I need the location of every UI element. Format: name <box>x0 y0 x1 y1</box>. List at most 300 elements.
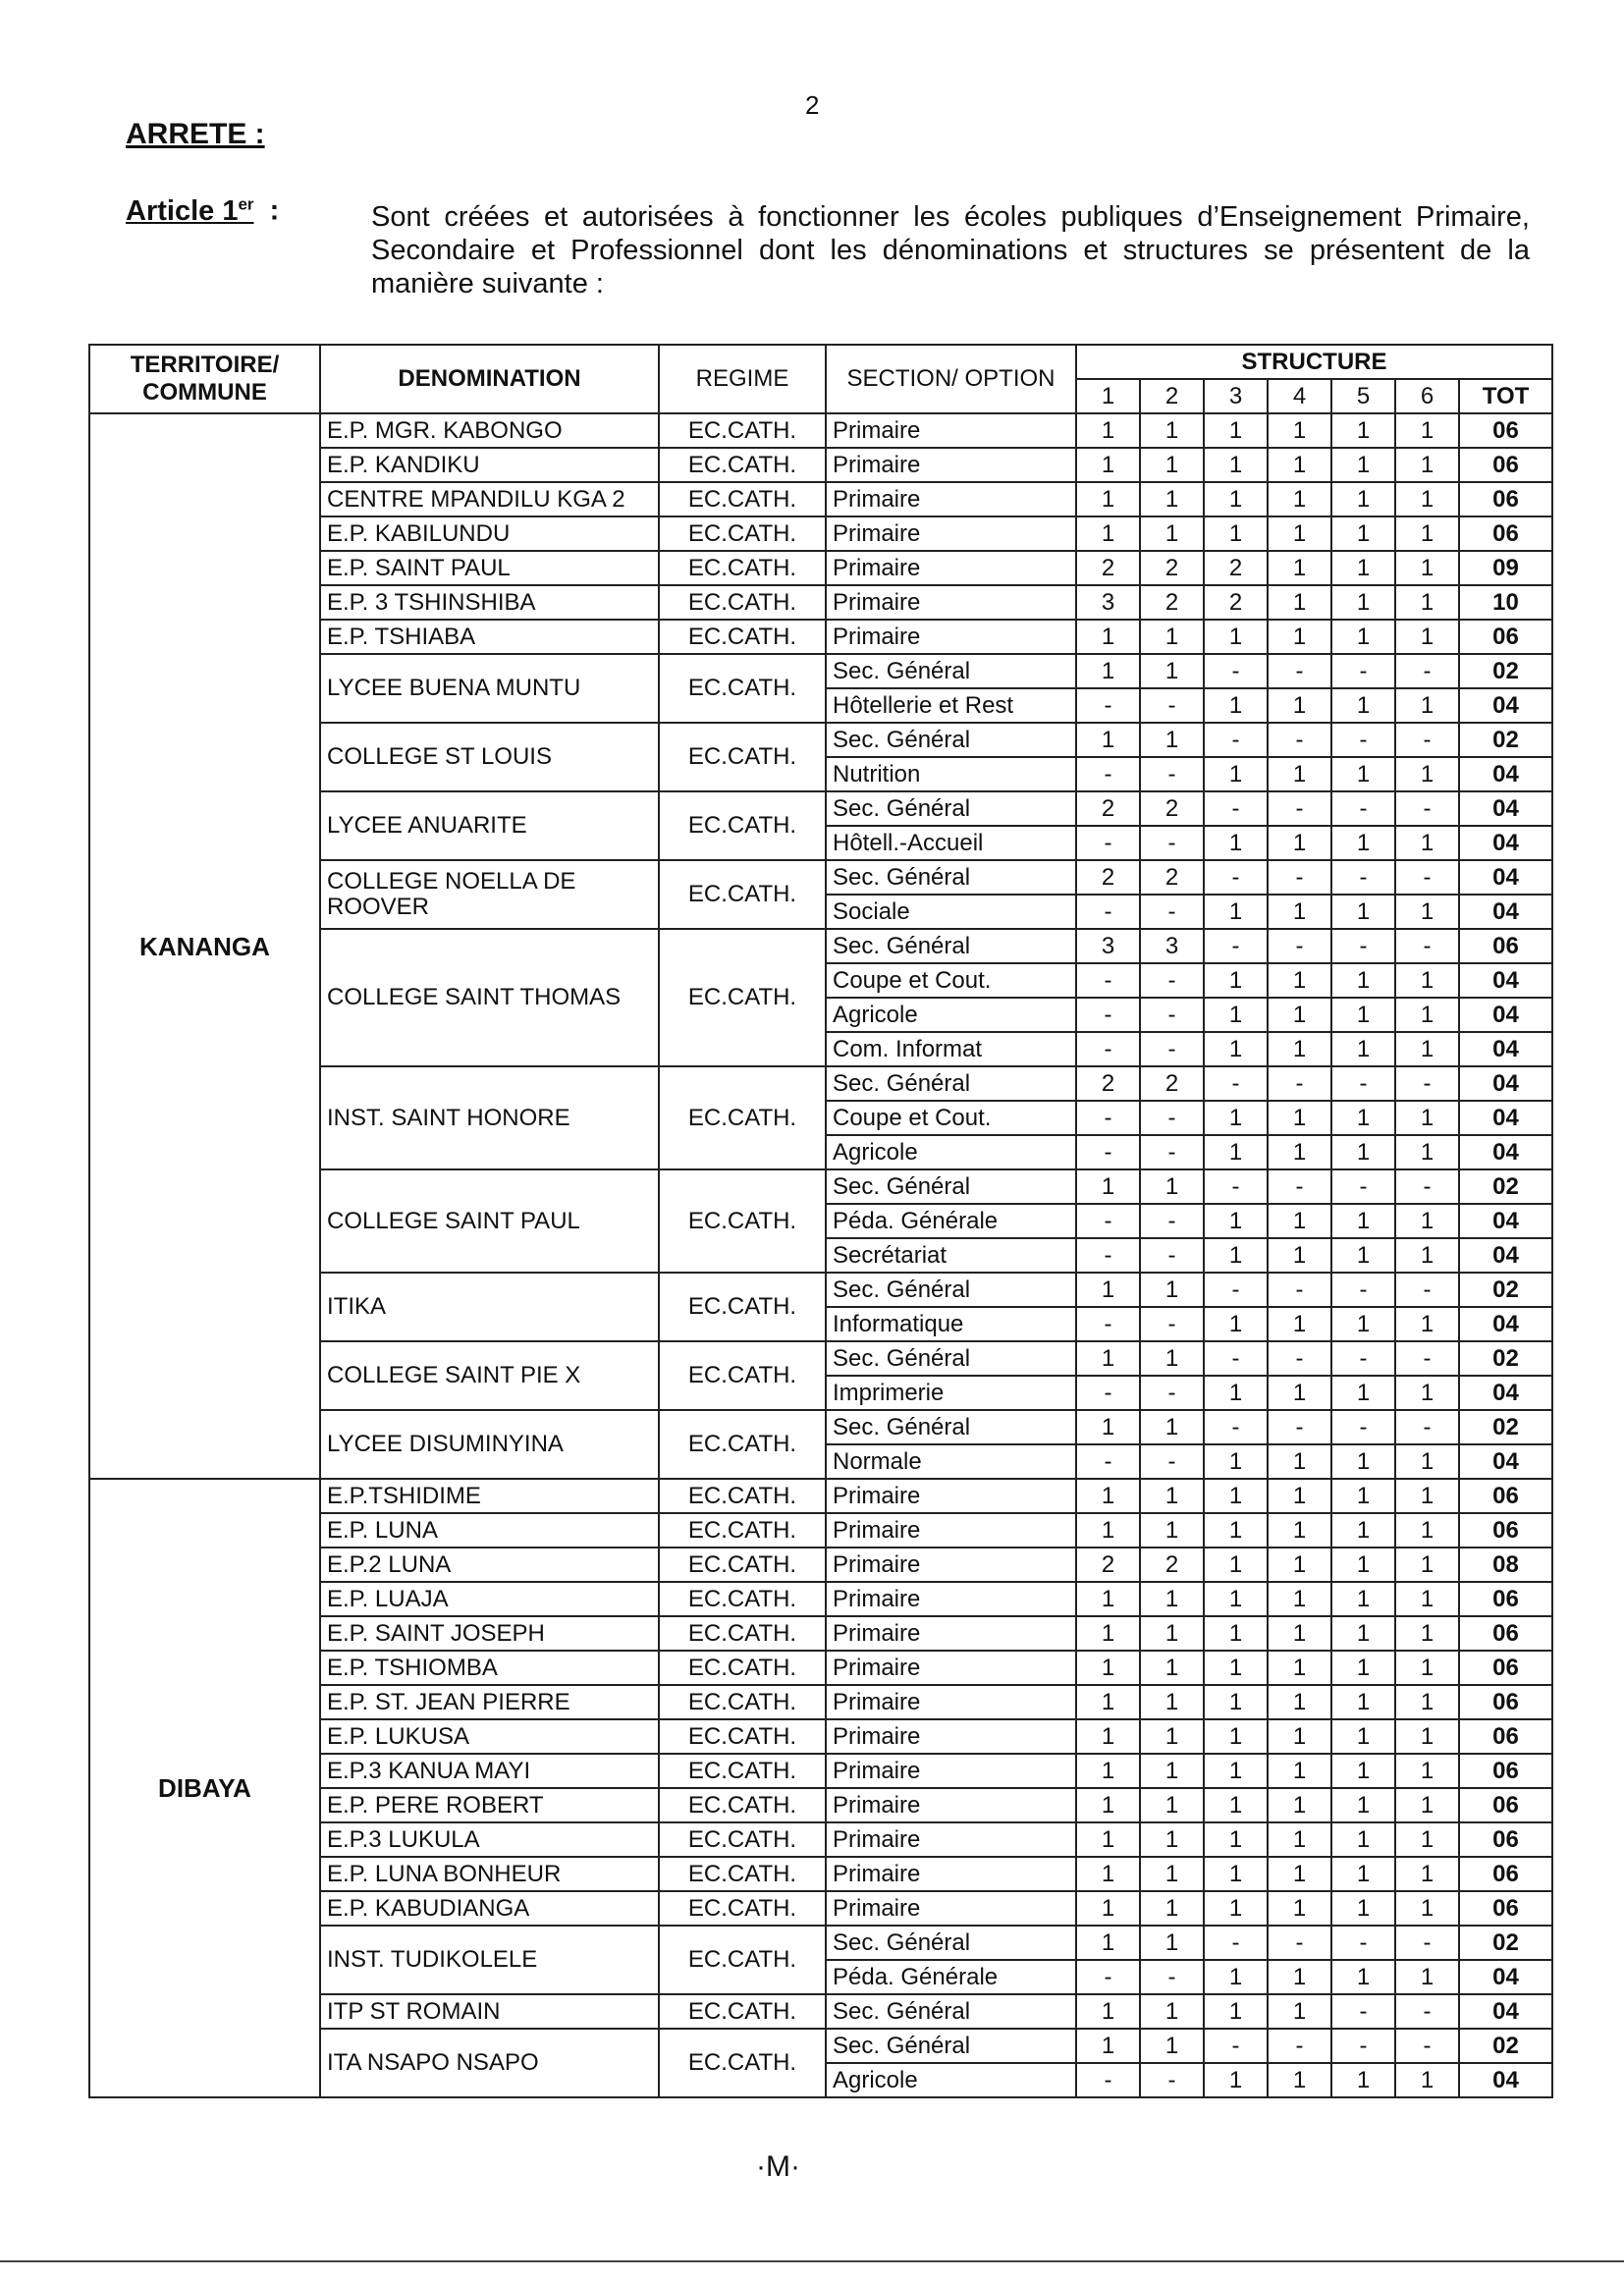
structure-value: 1 <box>1331 1582 1395 1616</box>
structure-value: 1 <box>1331 2063 1395 2097</box>
structure-value: - <box>1140 1444 1204 1479</box>
school-name: E.P. TSHIABA <box>320 620 659 654</box>
structure-value: 1 <box>1140 1479 1204 1513</box>
structure-value: 1 <box>1395 1307 1459 1341</box>
structure-value: 1 <box>1331 1376 1395 1410</box>
structure-value: 1 <box>1395 1444 1459 1479</box>
structure-total: 06 <box>1459 620 1552 654</box>
structure-value: - <box>1395 723 1459 757</box>
structure-value: 1 <box>1140 1651 1204 1685</box>
section-option: Primaire <box>826 620 1076 654</box>
structure-value: 1 <box>1331 1754 1395 1788</box>
structure-value: 1 <box>1331 688 1395 723</box>
structure-value: 1 <box>1140 1169 1204 1204</box>
structure-value: 2 <box>1076 791 1140 826</box>
structure-value: - <box>1204 2029 1268 2063</box>
structure-total: 06 <box>1459 413 1552 448</box>
structure-total: 04 <box>1459 1032 1552 1066</box>
structure-total: 02 <box>1459 723 1552 757</box>
school-regime: EC.CATH. <box>659 1994 826 2029</box>
structure-value: 1 <box>1268 620 1331 654</box>
structure-total: 06 <box>1459 1582 1552 1616</box>
structure-value: 1 <box>1331 482 1395 516</box>
header-col-1: 1 <box>1076 379 1140 413</box>
school-regime: EC.CATH. <box>659 1548 826 1582</box>
structure-value: 1 <box>1331 1444 1395 1479</box>
structure-value: - <box>1395 1066 1459 1101</box>
structure-value: 1 <box>1395 1960 1459 1994</box>
structure-total: 06 <box>1459 1891 1552 1926</box>
structure-value: 1 <box>1204 1479 1268 1513</box>
structure-total: 04 <box>1459 1444 1552 1479</box>
section-option: Com. Informat <box>826 1032 1076 1066</box>
arrete-heading: ARRETE : <box>126 118 265 150</box>
structure-value: - <box>1331 1066 1395 1101</box>
school-name: INST. SAINT HONORE <box>320 1066 659 1169</box>
structure-value: 1 <box>1076 1582 1140 1616</box>
school-regime: EC.CATH. <box>659 1857 826 1891</box>
structure-value: 1 <box>1395 1135 1459 1169</box>
section-option: Imprimerie <box>826 1376 1076 1410</box>
structure-value: 1 <box>1204 1754 1268 1788</box>
section-option: Coupe et Cout. <box>826 1101 1076 1135</box>
structure-value: - <box>1268 1410 1331 1444</box>
structure-value: - <box>1076 1307 1140 1341</box>
structure-value: - <box>1140 826 1204 860</box>
structure-value: - <box>1268 860 1331 895</box>
school-name: E.P. KABUDIANGA <box>320 1891 659 1926</box>
table-row <box>89 413 1552 448</box>
school-regime: EC.CATH. <box>659 1341 826 1410</box>
structure-value: 1 <box>1140 654 1204 688</box>
structure-value: 1 <box>1140 448 1204 482</box>
structure-value: 1 <box>1268 1822 1331 1857</box>
structure-value: - <box>1331 860 1395 895</box>
structure-value: 2 <box>1204 585 1268 620</box>
section-option: Sec. Général <box>826 1341 1076 1376</box>
structure-value: 1 <box>1268 516 1331 551</box>
structure-value: - <box>1268 1341 1331 1376</box>
structure-value: 1 <box>1331 1651 1395 1685</box>
structure-value: - <box>1268 1066 1331 1101</box>
structure-value: - <box>1140 1307 1204 1341</box>
school-name: COLLEGE SAINT PAUL <box>320 1169 659 1273</box>
school-regime: EC.CATH. <box>659 1169 826 1273</box>
structure-value: - <box>1331 1994 1395 2029</box>
school-name: E.P. KANDIKU <box>320 448 659 482</box>
structure-value: 1 <box>1268 1651 1331 1685</box>
structure-value: 1 <box>1204 2063 1268 2097</box>
school-regime: EC.CATH. <box>659 654 826 723</box>
section-option: Primaire <box>826 1685 1076 1719</box>
section-option: Primaire <box>826 1651 1076 1685</box>
section-option: Primaire <box>826 551 1076 585</box>
school-regime: EC.CATH. <box>659 1479 826 1513</box>
structure-value: 1 <box>1204 1616 1268 1651</box>
school-regime: EC.CATH. <box>659 482 826 516</box>
structure-value: - <box>1140 1135 1204 1169</box>
structure-value: 1 <box>1204 1822 1268 1857</box>
school-regime: EC.CATH. <box>659 551 826 585</box>
structure-value: 1 <box>1076 1273 1140 1307</box>
structure-value: - <box>1395 1994 1459 2029</box>
structure-value: - <box>1395 2029 1459 2063</box>
school-regime: EC.CATH. <box>659 860 826 929</box>
structure-value: 1 <box>1395 1479 1459 1513</box>
structure-value: - <box>1204 929 1268 963</box>
section-option: Primaire <box>826 1857 1076 1891</box>
structure-value: 1 <box>1076 1685 1140 1719</box>
structure-value: 1 <box>1395 1651 1459 1685</box>
structure-total: 06 <box>1459 516 1552 551</box>
school-regime: EC.CATH. <box>659 1926 826 1994</box>
structure-value: 1 <box>1140 723 1204 757</box>
structure-value: 1 <box>1204 1307 1268 1341</box>
structure-total: 04 <box>1459 895 1552 929</box>
section-option: Péda. Générale <box>826 1960 1076 1994</box>
structure-value: - <box>1076 1444 1140 1479</box>
school-name: COLLEGE NOELLA DE ROOVER <box>320 860 659 929</box>
structure-value: - <box>1076 2063 1140 2097</box>
school-name: E.P. ST. JEAN PIERRE <box>320 1685 659 1719</box>
table-row <box>89 1479 1552 1513</box>
structure-value: - <box>1395 929 1459 963</box>
structure-value: 1 <box>1204 1376 1268 1410</box>
structure-value: 1 <box>1268 1238 1331 1273</box>
structure-value: 1 <box>1395 1032 1459 1066</box>
school-name: COLLEGE ST LOUIS <box>320 723 659 791</box>
structure-value: 1 <box>1140 1788 1204 1822</box>
structure-total: 06 <box>1459 1685 1552 1719</box>
structure-value: 1 <box>1204 448 1268 482</box>
school-regime: EC.CATH. <box>659 1273 826 1341</box>
structure-value: 1 <box>1395 620 1459 654</box>
structure-value: - <box>1395 1273 1459 1307</box>
structure-value: 1 <box>1331 1479 1395 1513</box>
structure-value: 1 <box>1204 895 1268 929</box>
structure-total: 04 <box>1459 1135 1552 1169</box>
structure-value: 1 <box>1331 448 1395 482</box>
structure-value: - <box>1395 1341 1459 1376</box>
structure-value: 1 <box>1268 895 1331 929</box>
section-option: Agricole <box>826 1135 1076 1169</box>
structure-value: - <box>1140 1376 1204 1410</box>
structure-value: 1 <box>1204 1238 1268 1273</box>
structure-value: 1 <box>1076 620 1140 654</box>
structure-value: - <box>1268 654 1331 688</box>
structure-total: 10 <box>1459 585 1552 620</box>
structure-value: - <box>1395 1410 1459 1444</box>
structure-value: - <box>1076 688 1140 723</box>
structure-value: 1 <box>1268 551 1331 585</box>
structure-value: 1 <box>1204 1204 1268 1238</box>
structure-value: 1 <box>1140 1616 1204 1651</box>
structure-value: 1 <box>1331 826 1395 860</box>
structure-value: 1 <box>1076 1513 1140 1548</box>
section-option: Primaire <box>826 585 1076 620</box>
section-option: Primaire <box>826 1479 1076 1513</box>
structure-total: 04 <box>1459 1204 1552 1238</box>
structure-value: 1 <box>1204 1101 1268 1135</box>
structure-total: 06 <box>1459 448 1552 482</box>
structure-value: 1 <box>1268 1788 1331 1822</box>
structure-value: - <box>1076 963 1140 998</box>
structure-value: 2 <box>1140 791 1204 826</box>
structure-value: 1 <box>1395 1857 1459 1891</box>
structure-value: - <box>1140 688 1204 723</box>
structure-value: - <box>1076 1376 1140 1410</box>
structure-value: 1 <box>1204 1891 1268 1926</box>
structure-total: 04 <box>1459 1960 1552 1994</box>
school-name: E.P.3 KANUA MAYI <box>320 1754 659 1788</box>
structure-value: 1 <box>1204 1788 1268 1822</box>
structure-value: 1 <box>1331 1032 1395 1066</box>
structure-value: 1 <box>1331 757 1395 791</box>
section-option: Primaire <box>826 1548 1076 1582</box>
section-option: Sec. Général <box>826 791 1076 826</box>
structure-value: - <box>1204 723 1268 757</box>
structure-value: - <box>1076 757 1140 791</box>
school-name: E.P. SAINT JOSEPH <box>320 1616 659 1651</box>
header-col-6: 6 <box>1395 379 1459 413</box>
structure-value: 1 <box>1076 1891 1140 1926</box>
structure-value: 1 <box>1331 1719 1395 1754</box>
structure-value: - <box>1331 1273 1395 1307</box>
section-option: Normale <box>826 1444 1076 1479</box>
schools-table-wrapper <box>88 344 1551 2098</box>
structure-value: 1 <box>1140 1719 1204 1754</box>
structure-value: 1 <box>1331 1685 1395 1719</box>
structure-value: 1 <box>1268 1444 1331 1479</box>
structure-value: - <box>1204 1066 1268 1101</box>
structure-value: - <box>1140 1101 1204 1135</box>
structure-value: - <box>1204 1273 1268 1307</box>
structure-value: 1 <box>1204 757 1268 791</box>
structure-value: 1 <box>1395 448 1459 482</box>
structure-value: - <box>1204 860 1268 895</box>
section-option: Primaire <box>826 413 1076 448</box>
school-regime: EC.CATH. <box>659 1582 826 1616</box>
structure-total: 04 <box>1459 826 1552 860</box>
structure-value: - <box>1140 1032 1204 1066</box>
section-option: Hôtell.-Accueil <box>826 826 1076 860</box>
school-name: CENTRE MPANDILU KGA 2 <box>320 482 659 516</box>
structure-value: 1 <box>1076 1341 1140 1376</box>
structure-value: 1 <box>1331 1788 1395 1822</box>
structure-value: 1 <box>1395 585 1459 620</box>
structure-value: - <box>1204 1926 1268 1960</box>
structure-value: 1 <box>1204 1513 1268 1548</box>
structure-value: - <box>1204 1410 1268 1444</box>
structure-value: 1 <box>1331 516 1395 551</box>
section-option: Sec. Général <box>826 929 1076 963</box>
structure-value: - <box>1395 791 1459 826</box>
structure-value: 1 <box>1268 585 1331 620</box>
structure-value: 1 <box>1268 1204 1331 1238</box>
section-option: Primaire <box>826 1788 1076 1822</box>
structure-value: - <box>1331 1169 1395 1204</box>
structure-value: 1 <box>1331 1307 1395 1341</box>
structure-value: 1 <box>1140 1754 1204 1788</box>
schools-table-body <box>89 413 1552 2097</box>
structure-value: 1 <box>1331 620 1395 654</box>
structure-value: 1 <box>1331 1204 1395 1238</box>
structure-value: 1 <box>1076 1926 1140 1960</box>
school-name: ITA NSAPO NSAPO <box>320 2029 659 2097</box>
structure-value: 1 <box>1395 1204 1459 1238</box>
structure-total: 04 <box>1459 688 1552 723</box>
section-option: Primaire <box>826 1513 1076 1548</box>
structure-value: 2 <box>1140 860 1204 895</box>
structure-total: 06 <box>1459 929 1552 963</box>
header-denomination: DENOMINATION <box>320 345 659 413</box>
structure-value: 1 <box>1204 1444 1268 1479</box>
structure-value: - <box>1331 723 1395 757</box>
school-name: E.P.TSHIDIME <box>320 1479 659 1513</box>
structure-value: - <box>1140 1960 1204 1994</box>
structure-value: 1 <box>1395 1616 1459 1651</box>
structure-value: 1 <box>1395 1822 1459 1857</box>
structure-value: - <box>1204 1341 1268 1376</box>
school-name: E.P.2 LUNA <box>320 1548 659 1582</box>
section-option: Primaire <box>826 516 1076 551</box>
structure-value: - <box>1395 860 1459 895</box>
header-col-tot: TOT <box>1459 379 1552 413</box>
structure-value: 1 <box>1204 1582 1268 1616</box>
school-regime: EC.CATH. <box>659 1822 826 1857</box>
school-name: LYCEE DISUMINYINA <box>320 1410 659 1479</box>
structure-value: 1 <box>1204 826 1268 860</box>
header-col-5: 5 <box>1331 379 1395 413</box>
school-regime: EC.CATH. <box>659 413 826 448</box>
school-name: LYCEE ANUARITE <box>320 791 659 860</box>
structure-value: - <box>1395 654 1459 688</box>
structure-value: 2 <box>1140 585 1204 620</box>
school-regime: EC.CATH. <box>659 1685 826 1719</box>
school-name: E.P. LUAJA <box>320 1582 659 1616</box>
structure-value: 1 <box>1395 1101 1459 1135</box>
structure-value: 1 <box>1076 723 1140 757</box>
structure-total: 04 <box>1459 1238 1552 1273</box>
structure-value: 1 <box>1268 1582 1331 1616</box>
structure-value: - <box>1076 895 1140 929</box>
structure-value: 1 <box>1268 1548 1331 1582</box>
structure-value: 1 <box>1395 1719 1459 1754</box>
structure-value: 1 <box>1076 654 1140 688</box>
school-regime: EC.CATH. <box>659 723 826 791</box>
structure-value: 1 <box>1204 482 1268 516</box>
structure-value: 1 <box>1268 1513 1331 1548</box>
section-option: Primaire <box>826 1754 1076 1788</box>
structure-value: 1 <box>1140 1994 1204 2029</box>
school-name: E.P. MGR. KABONGO <box>320 413 659 448</box>
structure-value: 1 <box>1076 516 1140 551</box>
structure-value: 1 <box>1268 963 1331 998</box>
structure-value: - <box>1204 791 1268 826</box>
school-regime: EC.CATH. <box>659 2029 826 2097</box>
section-option: Secrétariat <box>826 1238 1076 1273</box>
article-text: Sont créées et autorisées à fonctionner les écoles publiques d’Enseignement Primaire, Secondaire et Professionnel dont les dénominations et structures se présentent de la manière suivante : <box>371 201 1530 299</box>
footer-initials: ·M· <box>756 2150 800 2183</box>
structure-value: - <box>1076 1238 1140 1273</box>
school-name: E.P. LUKUSA <box>320 1719 659 1754</box>
structure-value: 1 <box>1331 895 1395 929</box>
school-regime: EC.CATH. <box>659 791 826 860</box>
structure-value: 2 <box>1076 860 1140 895</box>
structure-value: 1 <box>1268 1376 1331 1410</box>
school-regime: EC.CATH. <box>659 929 826 1066</box>
structure-value: 1 <box>1331 1616 1395 1651</box>
structure-value: 1 <box>1395 963 1459 998</box>
structure-value: 1 <box>1140 1926 1204 1960</box>
structure-value: 1 <box>1268 1307 1331 1341</box>
structure-total: 04 <box>1459 963 1552 998</box>
structure-value: 1 <box>1268 1032 1331 1066</box>
structure-value: 1 <box>1268 998 1331 1032</box>
structure-value: 1 <box>1076 2029 1140 2063</box>
structure-total: 02 <box>1459 1273 1552 1307</box>
structure-total: 04 <box>1459 1376 1552 1410</box>
structure-value: 1 <box>1268 1857 1331 1891</box>
structure-value: 1 <box>1395 757 1459 791</box>
article-label-text: Article 1 <box>126 194 239 227</box>
header-section: SECTION/ OPTION <box>826 345 1076 413</box>
header-structure: STRUCTURE <box>1076 345 1552 379</box>
structure-value: 1 <box>1076 413 1140 448</box>
structure-value: 1 <box>1204 963 1268 998</box>
structure-value: 1 <box>1331 1960 1395 1994</box>
structure-value: 1 <box>1076 1651 1140 1685</box>
structure-total: 04 <box>1459 2063 1552 2097</box>
structure-value: 1 <box>1140 1410 1204 1444</box>
section-option: Primaire <box>826 1582 1076 1616</box>
structure-total: 06 <box>1459 1719 1552 1754</box>
school-regime: EC.CATH. <box>659 585 826 620</box>
structure-value: 1 <box>1331 1135 1395 1169</box>
structure-value: 1 <box>1204 516 1268 551</box>
structure-total: 02 <box>1459 1410 1552 1444</box>
structure-value: 1 <box>1076 1169 1140 1204</box>
structure-value: - <box>1076 998 1140 1032</box>
territory-name: DIBAYA <box>89 1479 320 2097</box>
structure-value: - <box>1268 1926 1331 1960</box>
structure-value: 1 <box>1395 1891 1459 1926</box>
structure-total: 06 <box>1459 1857 1552 1891</box>
structure-value: - <box>1268 2029 1331 2063</box>
structure-total: 06 <box>1459 1822 1552 1857</box>
structure-value: 2 <box>1204 551 1268 585</box>
section-option: Sec. Général <box>826 860 1076 895</box>
structure-total: 06 <box>1459 1513 1552 1548</box>
structure-value: - <box>1331 1926 1395 1960</box>
school-regime: EC.CATH. <box>659 1410 826 1479</box>
structure-value: 1 <box>1076 1994 1140 2029</box>
structure-value: 1 <box>1204 1135 1268 1169</box>
structure-value: 1 <box>1204 688 1268 723</box>
school-name: E.P. TSHIOMBA <box>320 1651 659 1685</box>
schools-table <box>88 344 1553 2098</box>
structure-value: 3 <box>1076 585 1140 620</box>
school-name: COLLEGE SAINT PIE X <box>320 1341 659 1410</box>
structure-total: 04 <box>1459 791 1552 826</box>
structure-value: 1 <box>1140 1582 1204 1616</box>
structure-value: - <box>1331 654 1395 688</box>
structure-value: - <box>1076 1101 1140 1135</box>
section-option: Primaire <box>826 482 1076 516</box>
section-option: Nutrition <box>826 757 1076 791</box>
structure-value: 1 <box>1268 1101 1331 1135</box>
structure-value: 1 <box>1140 413 1204 448</box>
